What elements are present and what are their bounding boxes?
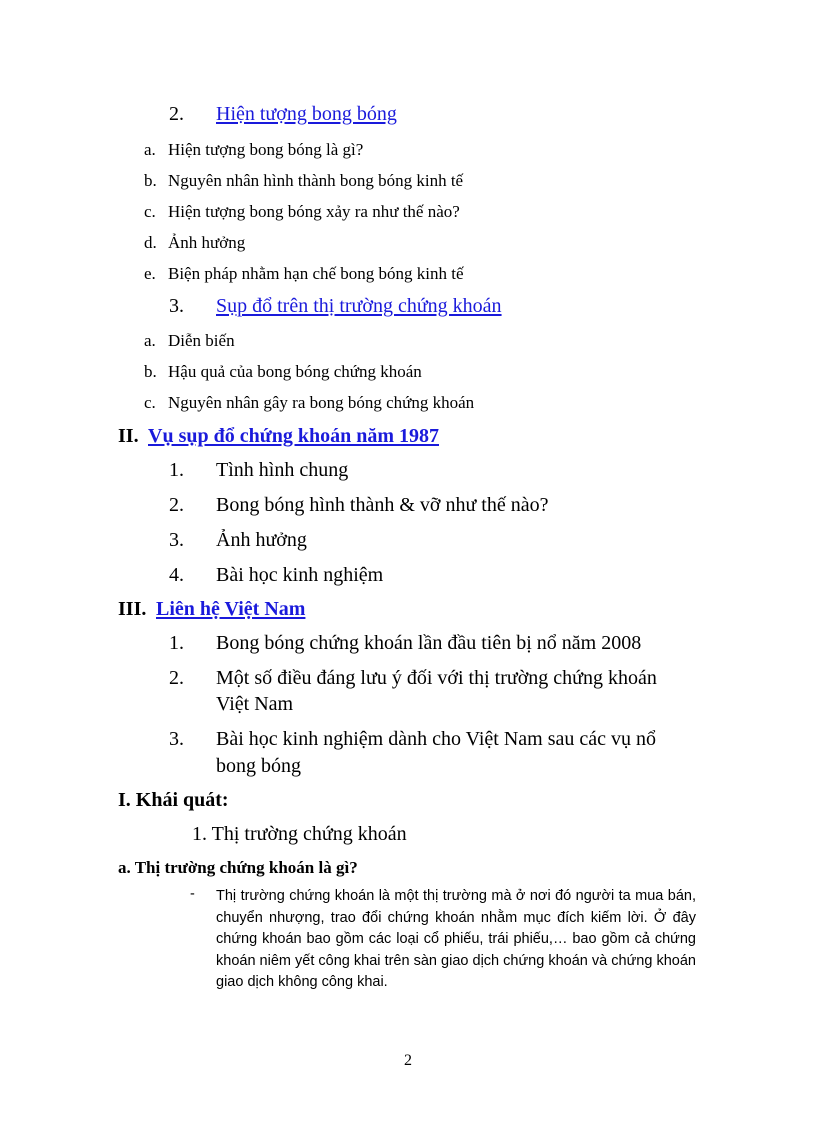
part-3-number: III.	[118, 598, 147, 620]
item-label: c.	[144, 202, 156, 221]
part-2-link[interactable]: Vụ sụp đổ chứng khoán năm 1987	[148, 425, 439, 447]
item-label: e.	[144, 264, 156, 283]
item-text: Hiện tượng bong bóng là gì?	[168, 140, 364, 159]
body-paragraph: Thị trường chứng khoán là một thị trường mà ở nơi đó người ta mua bán, chuyển nhượng, trao đổi chứng khoán nhằm mục đích kiếm lời. Ở đây chứng khoán bao gồm các loại cổ phiếu, trái phiếu,… bao gồm cả chứng khoán niêm yết công khai trên sàn giao dịch chứng khoán và chứng khoán giao dịch không công khai.	[216, 888, 696, 990]
item-text: Việt Nam	[216, 693, 294, 715]
section-2-link[interactable]: Hiện tượng bong bóng	[216, 103, 397, 125]
section-heading: I. Khái quát:	[118, 789, 229, 811]
item-label: b.	[144, 171, 157, 190]
item-number: 4.	[169, 564, 184, 586]
item-text: Bài học kinh nghiệm dành cho Việt Nam sau các vụ nổ	[216, 728, 656, 750]
item-text: bong bóng	[216, 755, 301, 777]
item-text: Hiện tượng bong bóng xảy ra như thế nào?	[168, 202, 460, 221]
item-number: 2.	[169, 667, 184, 689]
item-label: c.	[144, 393, 156, 412]
item-text: Diễn biến	[168, 331, 235, 350]
item-label: d.	[144, 233, 157, 252]
page-number: 2	[404, 1052, 412, 1069]
item-text: Nguyên nhân gây ra bong bóng chứng khoán	[168, 393, 475, 412]
item-number: 1.	[169, 459, 184, 481]
item-text: Tình hình chung	[216, 459, 349, 481]
section-2-number: 2.	[169, 103, 184, 125]
bullet-dash: -	[190, 886, 195, 902]
item-text: Bài học kinh nghiệm	[216, 564, 384, 586]
item-text: Nguyên nhân hình thành bong bóng kinh tế	[168, 171, 464, 190]
item-text: Bong bóng chứng khoán lần đầu tiên bị nổ năm 2008	[216, 632, 642, 654]
section-3-link[interactable]: Sụp đổ trên thị trường chứng khoán	[216, 295, 502, 317]
item-label: a.	[144, 140, 156, 159]
subsection-a-heading: a. Thị trường chứng khoán là gì?	[118, 858, 358, 877]
subsection-heading: 1. Thị trường chứng khoán	[192, 823, 407, 845]
part-3-link[interactable]: Liên hệ Việt Nam	[156, 598, 306, 620]
item-text: Hậu quả của bong bóng chứng khoán	[168, 362, 422, 381]
item-number: 3.	[169, 529, 184, 551]
item-text: Ảnh hưởng	[216, 529, 307, 551]
part-2-number: II.	[118, 425, 139, 447]
item-text: Một số điều đáng lưu ý đối với thị trường chứng khoán	[216, 667, 657, 689]
item-label: b.	[144, 362, 157, 381]
item-label: a.	[144, 331, 156, 350]
item-number: 1.	[169, 632, 184, 654]
item-text: Ảnh hưởng	[168, 233, 246, 252]
item-text: Bong bóng hình thành & vỡ như thế nào?	[216, 494, 549, 516]
section-3-number: 3.	[169, 295, 184, 317]
item-number: 3.	[169, 728, 184, 750]
item-number: 2.	[169, 494, 184, 516]
item-text: Biện pháp nhằm hạn chế bong bóng kinh tế	[168, 264, 464, 283]
